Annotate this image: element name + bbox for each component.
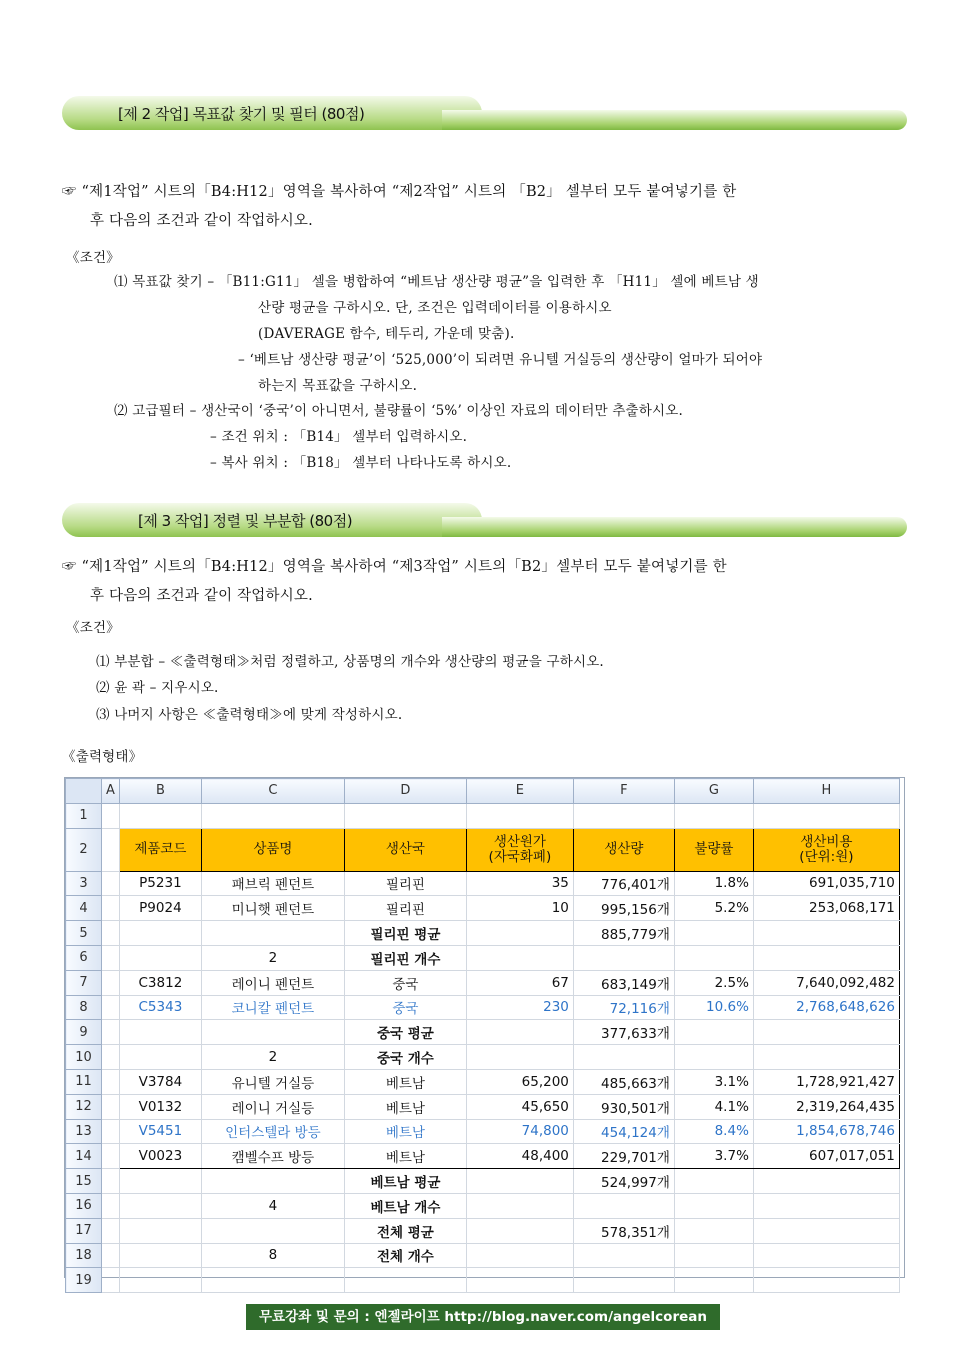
cell[interactable]: 253,068,171 [753,896,899,921]
col-header-e[interactable]: E [466,779,573,804]
cell[interactable] [201,1218,344,1243]
cell[interactable]: 524,997개 [573,1169,674,1194]
table-row [66,1144,900,1169]
cell[interactable]: 필리핀 개수 [344,945,466,970]
cell[interactable] [466,1020,573,1045]
cell[interactable] [102,1119,120,1144]
cell[interactable] [102,1243,120,1268]
cell[interactable] [753,945,899,970]
cell[interactable]: 454,124개 [573,1119,674,1144]
cell[interactable] [573,945,674,970]
cell[interactable]: V5451 [119,1119,201,1144]
cell[interactable]: 230 [466,995,573,1020]
cell[interactable] [674,1193,753,1218]
cell[interactable]: 전체 평균 [344,1218,466,1243]
row-header[interactable]: 11 [66,1069,102,1094]
cell[interactable]: 485,663개 [573,1069,674,1094]
col-header-a[interactable]: A [102,779,120,804]
cell[interactable]: 683,149개 [573,970,674,995]
cell[interactable]: 48,400 [466,1144,573,1169]
cell[interactable]: 1,854,678,746 [753,1119,899,1144]
cell[interactable]: 캠벨수프 방등 [201,1144,344,1169]
subtotal-row [66,1169,900,1194]
cell[interactable] [466,1169,573,1194]
cell[interactable] [119,1243,201,1268]
row-header[interactable]: 1 [66,803,102,828]
col-header-b[interactable]: B [119,779,201,804]
cell[interactable] [201,1169,344,1194]
cell[interactable] [674,1020,753,1045]
section3-cond1: ⑴ 부분합 – ≪출력형태≫처럼 정렬하고, 상품명의 개수와 생산량의 평균을 구하시오. [96,654,604,670]
cell[interactable] [674,1218,753,1243]
cell[interactable]: 229,701개 [573,1144,674,1169]
header-cost[interactable]: 생산원가 (자국화폐) [466,828,573,871]
row-header[interactable]: 18 [66,1243,102,1268]
cell[interactable] [753,1020,899,1045]
cell[interactable] [102,871,120,896]
cell[interactable]: 중국 평균 [344,1020,466,1045]
spreadsheet-table [65,778,900,1293]
cell[interactable] [201,1268,344,1293]
cell[interactable] [102,1144,120,1169]
cell[interactable] [119,1045,201,1070]
section3-banner [62,503,907,543]
cell[interactable] [753,1218,899,1243]
section2-cond1-line4: – ‘베트남 생산량 평균’이 ‘525,000’이 되려면 유니텔 거실등의 생산량이 얼마가 되어야 [238,352,763,368]
cell[interactable]: 2,319,264,435 [753,1094,899,1119]
cell[interactable] [753,1193,899,1218]
row-header[interactable]: 19 [66,1268,102,1293]
cell[interactable]: 레이니 거실등 [201,1094,344,1119]
cell[interactable] [466,921,573,946]
cell[interactable] [201,1020,344,1045]
cell[interactable]: 패브릭 펜던트 [201,871,344,896]
cell[interactable]: 베트남 [344,1069,466,1094]
row-header[interactable]: 16 [66,1193,102,1218]
header-country[interactable]: 생산국 [344,828,466,871]
cell[interactable] [753,1169,899,1194]
cell[interactable] [102,1193,120,1218]
cell[interactable]: 74,800 [466,1119,573,1144]
cell[interactable] [674,1268,753,1293]
cell[interactable]: 3.7% [674,1144,753,1169]
cell[interactable] [466,1243,573,1268]
cell[interactable]: 필리핀 평균 [344,921,466,946]
output-format-label: 《출력형태》 [62,749,143,765]
cell[interactable] [674,945,753,970]
row-header[interactable]: 17 [66,1218,102,1243]
cell[interactable] [119,803,201,828]
cell[interactable]: 2 [201,1045,344,1070]
cell[interactable]: 1.8% [674,871,753,896]
cell[interactable]: 베트남 [344,1119,466,1144]
row-header[interactable]: 2 [66,828,102,871]
section3-cond3: ⑶ 나머지 사항은 ≪출력형태≫에 맞게 작성하시오. [96,707,403,723]
cell[interactable]: 인터스텔라 방등 [201,1119,344,1144]
cell[interactable] [466,803,573,828]
cell[interactable]: V0132 [119,1094,201,1119]
cell[interactable] [102,1218,120,1243]
cell[interactable]: 45,650 [466,1094,573,1119]
section2-cond1-line5: 하는지 목표값을 구하시오. [258,378,418,394]
row-header[interactable]: 10 [66,1045,102,1070]
row-header[interactable]: 8 [66,995,102,1020]
subtotal-row [66,1243,900,1268]
subtotal-row [66,1218,900,1243]
section2-title: [제 2 작업] 목표값 찾기 및 필터 (80점) [118,105,365,123]
section2-cond1-line3: (DAVERAGE 함수, 테두리, 가운데 맞춤). [258,326,515,342]
cell[interactable]: 2.5% [674,970,753,995]
col-header-c[interactable]: C [201,779,344,804]
cell[interactable] [573,1193,674,1218]
cell[interactable]: 1,728,921,427 [753,1069,899,1094]
cell[interactable] [466,945,573,970]
cell[interactable]: 4.1% [674,1094,753,1119]
section2-cond2-line3: – 복사 위치 : 「B18」 셀부터 나타나도록 하시오. [210,455,512,471]
row-header[interactable]: 5 [66,921,102,946]
cell[interactable] [102,921,120,946]
table-row [66,970,900,995]
row-header[interactable]: 15 [66,1169,102,1194]
subtotal-row [66,1045,900,1070]
cell[interactable]: 3.1% [674,1069,753,1094]
row-header[interactable]: 12 [66,1094,102,1119]
cell[interactable] [119,1218,201,1243]
cell[interactable] [573,803,674,828]
cell[interactable] [201,803,344,828]
section2-cond2-line1: ⑵ 고급필터 – 생산국이 ‘중국’이 아니면서, 불량률이 ‘5%’ 이상인 자료의 데이터만 추출하시오. [114,403,684,419]
table-row [66,1069,900,1094]
cell[interactable]: 5.2% [674,896,753,921]
cell[interactable] [344,803,466,828]
cell[interactable]: 7,640,092,482 [753,970,899,995]
cell[interactable] [102,1045,120,1070]
row-header[interactable]: 9 [66,1020,102,1045]
row-header[interactable]: 7 [66,970,102,995]
cell[interactable]: 유니텔 거실등 [201,1069,344,1094]
header-product-name[interactable]: 상품명 [201,828,344,871]
cell[interactable]: 필리핀 [344,896,466,921]
cell[interactable] [102,1268,120,1293]
row-header[interactable]: 4 [66,896,102,921]
section2-cond2-line2: – 조건 위치 : 「B14」 셀부터 입력하시오. [210,429,468,445]
cell[interactable]: V3784 [119,1069,201,1094]
cell[interactable]: 필리핀 [344,871,466,896]
cell[interactable] [102,896,120,921]
table-row-highlighted [66,1119,900,1144]
cell[interactable]: 중국 개수 [344,1045,466,1070]
cell[interactable] [119,1169,201,1194]
row-header[interactable]: 3 [66,871,102,896]
section3-title: [제 3 작업] 정렬 및 부분합 (80점) [138,512,353,530]
row-header[interactable]: 13 [66,1119,102,1144]
cell[interactable]: V0023 [119,1144,201,1169]
col-header-g[interactable]: G [674,779,753,804]
section2-cond1-line2: 산량 평균을 구하시오. 단, 조건은 입력데이터를 이용하시오 [258,300,612,316]
cell[interactable] [102,1020,120,1045]
cell[interactable]: 72,116개 [573,995,674,1020]
cell[interactable]: 베트남 [344,1094,466,1119]
cell[interactable]: 65,200 [466,1069,573,1094]
cell[interactable]: 레이니 펜던트 [201,970,344,995]
section2-intro-line2: 후 다음의 조건과 같이 작업하시오. [90,213,313,229]
col-header-d[interactable]: D [344,779,466,804]
cell[interactable]: 691,035,710 [753,871,899,896]
cell[interactable] [466,1193,573,1218]
section3-intro-line1: ☞ “제1작업” 시트의「B4:H12」영역을 복사하여 “제3작업” 시트의「B2」셀부터 모두 붙여넣기를 한 [62,559,727,575]
subtotal-row [66,1020,900,1045]
cell[interactable]: 전체 개수 [344,1243,466,1268]
cell[interactable]: 2 [201,945,344,970]
cell[interactable] [674,1169,753,1194]
cell[interactable]: 885,779개 [573,921,674,946]
cell[interactable] [119,1020,201,1045]
cell[interactable]: 776,401개 [573,871,674,896]
subtotal-row [66,1193,900,1218]
cell[interactable] [102,803,120,828]
select-all-corner[interactable] [66,779,102,804]
cell[interactable] [119,945,201,970]
cell[interactable]: 베트남 개수 [344,1193,466,1218]
cell[interactable]: 578,351개 [573,1218,674,1243]
section2-condition-label: 《조건》 [66,250,120,266]
cell[interactable]: 베트남 [344,1144,466,1169]
col-header-h[interactable]: H [753,779,899,804]
cell[interactable] [102,945,120,970]
cell[interactable] [102,1094,120,1119]
cell[interactable]: 4 [201,1193,344,1218]
cell[interactable] [573,1243,674,1268]
cell[interactable] [674,1045,753,1070]
cell[interactable]: 930,501개 [573,1094,674,1119]
cell[interactable] [102,1069,120,1094]
header-quantity[interactable]: 생산량 [573,828,674,871]
cell[interactable] [674,921,753,946]
cell[interactable] [119,1193,201,1218]
header-product-code[interactable]: 제품코드 [119,828,201,871]
cell[interactable]: 2,768,648,626 [753,995,899,1020]
cell[interactable]: 10 [466,896,573,921]
cell[interactable]: 중국 [344,970,466,995]
cell[interactable] [201,921,344,946]
cell[interactable]: 베트남 평균 [344,1169,466,1194]
cell[interactable]: 8 [201,1243,344,1268]
cell[interactable]: 미니햇 펜던트 [201,896,344,921]
cell[interactable]: P5231 [119,871,201,896]
cell[interactable]: 995,156개 [573,896,674,921]
section3-cond2: ⑵ 윤 곽 – 지우시오. [96,680,219,696]
cell[interactable] [753,1243,899,1268]
cell[interactable] [119,921,201,946]
cell[interactable] [573,1045,674,1070]
section3-intro-line2: 후 다음의 조건과 같이 작업하시오. [90,588,313,604]
cell[interactable] [102,1169,120,1194]
cell[interactable]: P9024 [119,896,201,921]
subtotal-row [66,921,900,946]
cell[interactable] [753,1045,899,1070]
cell[interactable] [753,1268,899,1293]
cell[interactable] [466,1045,573,1070]
cell[interactable] [674,1243,753,1268]
section2-intro-line1: ☞ “제1작업” 시트의「B4:H12」영역을 복사하여 “제2작업” 시트의 「B2」 셀부터 모두 붙여넣기를 한 [62,184,737,200]
footer-banner: 무료강좌 및 문의 : 엔젤라이프 http://blog.naver.com/angelcorean [246,1304,720,1330]
cell[interactable]: 코니칼 펜던트 [201,995,344,1020]
row-header[interactable]: 14 [66,1144,102,1169]
cell[interactable]: 10.6% [674,995,753,1020]
row-header[interactable]: 6 [66,945,102,970]
cell[interactable] [573,1268,674,1293]
section3-condition-label: 《조건》 [66,620,120,636]
cell[interactable] [466,1218,573,1243]
header-expense[interactable]: 생산비용 (단위:원) [753,828,899,871]
cell[interactable] [674,803,753,828]
cell[interactable]: 35 [466,871,573,896]
cell[interactable]: 377,633개 [573,1020,674,1045]
cell[interactable]: C5343 [119,995,201,1020]
cell[interactable] [102,995,120,1020]
cell[interactable] [753,921,899,946]
cell[interactable]: 67 [466,970,573,995]
cell[interactable]: 607,017,051 [753,1144,899,1169]
cell[interactable]: C3812 [119,970,201,995]
section2-banner [62,96,907,136]
cell[interactable]: 중국 [344,995,466,1020]
subtotal-row [66,945,900,970]
table-row [66,871,900,896]
cell[interactable]: 8.4% [674,1119,753,1144]
table-row [66,1094,900,1119]
cell[interactable] [102,828,120,871]
cell[interactable] [119,1268,201,1293]
col-header-f[interactable]: F [573,779,674,804]
cell[interactable] [344,1268,466,1293]
table-row-highlighted [66,995,900,1020]
header-defect-rate[interactable]: 불량률 [674,828,753,871]
cell[interactable] [466,1268,573,1293]
cell[interactable] [102,970,120,995]
spreadsheet [64,777,905,1288]
section2-cond1-line1: ⑴ 목표값 찾기 – 「B11:G11」 셀을 병합하여 “베트남 생산량 평균”을 입력한 후 「H11」 셀에 베트남 생 [114,274,759,290]
cell[interactable] [753,803,899,828]
table-row [66,896,900,921]
